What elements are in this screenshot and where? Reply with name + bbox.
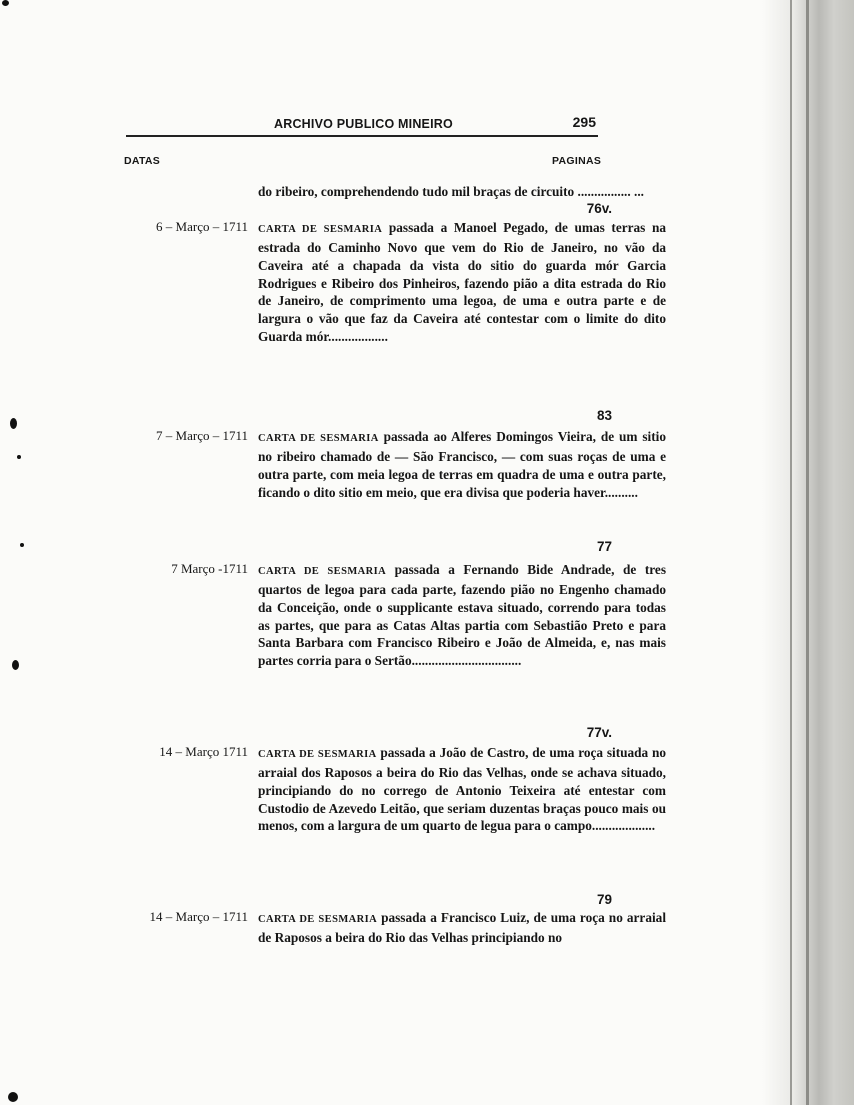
entry-title: CARTA DE SESMARIA (258, 749, 377, 760)
gutter-line (806, 0, 809, 1105)
header-rule (126, 135, 598, 137)
entry-body: passada a Francisco Luiz, de uma roça no arraial de Raposos a beira do Rio das Velhas principiando no (258, 910, 667, 945)
entry-text: do ribeiro, comprehendendo tudo mil braças de circuito ................ ... (258, 184, 644, 199)
entry-title: CARTA DE SESMARIA (258, 224, 383, 235)
sesmaria-entry (120, 909, 667, 969)
scan-speck (10, 418, 17, 429)
sesmaria-entry (120, 428, 666, 558)
scan-speck (17, 455, 21, 459)
scan-speck (20, 543, 24, 547)
entry-date: 14 – Março – 1711 (149, 909, 248, 924)
running-header (126, 115, 596, 137)
entry-date: 14 – Março 1711 (159, 744, 248, 759)
dates-column-heading: DATAS (124, 155, 161, 167)
entry-date: 7 Março -1711 (171, 561, 248, 576)
sesmaria-entry (120, 744, 667, 909)
pages-column-heading: PAGINAS (552, 155, 602, 167)
entry-page-ref: 77 (596, 539, 612, 554)
continuation-entry (120, 183, 644, 223)
entry-body: passada a Fernando Bide Andrade, de tres quartos de legoa para cada parte, fazendo pião no Engenho chamado da Conceição, onde o supplicante estava situado, correndo para todas as partes, que para as Catas Altas partia com Sebastião Preto e para Santa Barbara com Francisco Ribeiro e João de Almeida, e, nas mais partes corria para o Sertão................................. (258, 562, 667, 669)
entry-page-ref: 79 (596, 892, 612, 907)
entry-title: CARTA DE SESMARIA (258, 433, 379, 444)
entry-page-ref: 83 (596, 408, 612, 423)
entry-title: CARTA DE SESMARIA (258, 914, 378, 925)
entry-page-ref: 76v. (586, 201, 612, 216)
sesmaria-entry (120, 219, 667, 429)
entry-date: 6 – Março – 1711 (156, 219, 248, 234)
entry-body: passada a Manoel Pegado, de umas terras na estrada do Caminho Novo que vem do Rio de Janeiro, no vão da Caveira até a chapada da vista do sitio do guarda mór Garcia Rodrigues e Ribeiro dos Pinheiros, fazendo pião a dita estrada do Rio de Janeiro, de comprimento uma legoa, de uma e outra parte e de largura o vão que faz da Caveira até contestar com o limite do dito Guarda mór.................. (258, 220, 667, 345)
entry-page-ref: 77v. (586, 725, 612, 740)
journal-title: ARCHIVO PUBLICO MINEIRO (274, 117, 453, 131)
entry-text (258, 219, 666, 346)
entry-date: 7 – Março – 1711 (156, 428, 248, 443)
entry-text (258, 909, 666, 947)
entry-text (258, 428, 666, 501)
entry-body: passada ao Alferes Domingos Vieira, de um sitio no ribeiro chamado de — São Francisco, — com suas roças de uma e outra parte, com meia legoa de terras em quadra de uma e outra parte, ficando o dito sitio em meio, que era divisa que poderia haver.......... (258, 429, 666, 500)
page-number: 295 (572, 114, 596, 130)
entry-body: passada a João de Castro, de uma roça situada no arraial dos Raposos a beira do Rio das Velhas, onde se achava situado, principiando do no corrego de Antonio Teixeira até entestar com Custodio de Azevedo Leitão, que seriam duzentas braças pouco mais ou menos, com a largura de um quarto de legua para o campo................... (258, 745, 667, 834)
entry-title: CARTA DE SESMARIA (258, 566, 387, 577)
scan-speck (12, 660, 19, 670)
gutter-line (790, 0, 792, 1105)
entry-text (258, 561, 666, 670)
entry-text (258, 744, 666, 835)
scan-speck (2, 0, 9, 6)
sesmaria-entry (120, 561, 667, 746)
scan-speck (8, 1092, 18, 1102)
